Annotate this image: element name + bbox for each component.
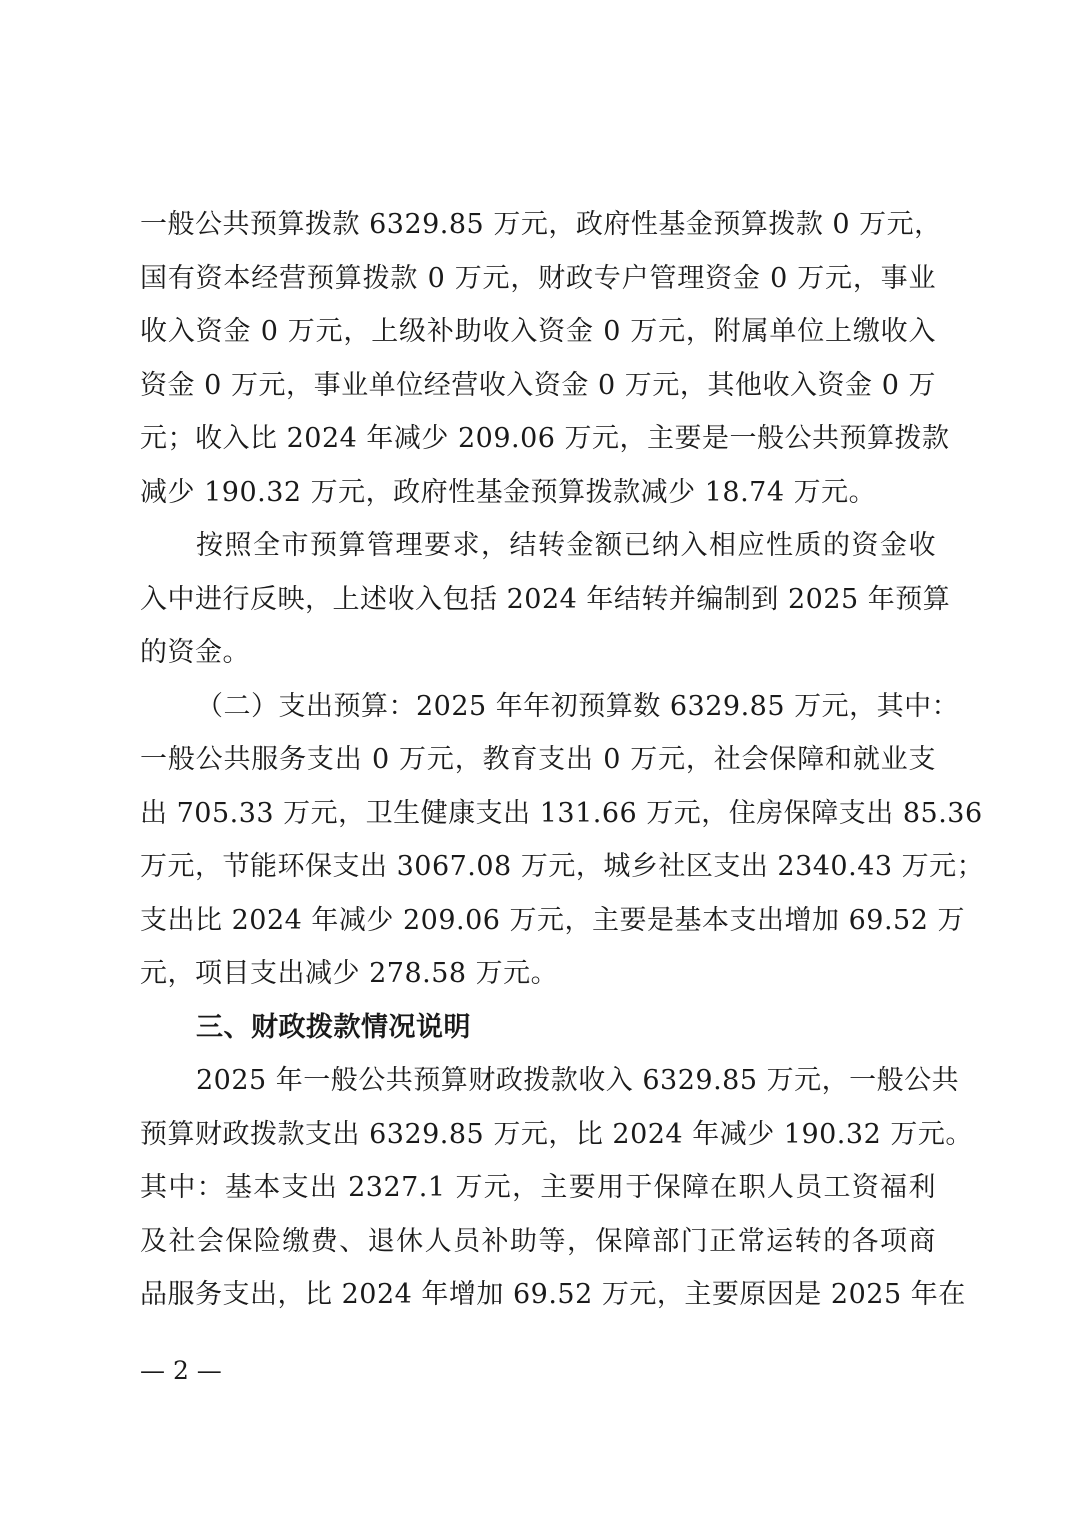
text-line: 减少 190.32 万元，政府性基金预算拨款减少 18.74 万元。	[140, 476, 877, 508]
section-heading: 三、财政拨款情况说明	[196, 1011, 471, 1043]
text-line: 其中：基本支出 2327.1 万元，主要用于保障在职人员工资福利	[140, 1172, 936, 1203]
text-line: 收入资金 0 万元，上级补助收入资金 0 万元，附属单位上缴收入	[140, 316, 936, 347]
text-line: 预算财政拨款支出 6329.85 万元，比 2024 年减少 190.32 万元。	[140, 1118, 973, 1150]
text-line: 品服务支出，比 2024 年增加 69.52 万元，主要原因是 2025 年在	[140, 1279, 966, 1310]
text-line: 国有资本经营预算拨款 0 万元，财政专户管理资金 0 万元，事业	[140, 262, 936, 294]
text-line: 一般公共服务支出 0 万元，教育支出 0 万元，社会保障和就业支	[140, 744, 936, 775]
paragraph-income-sources	[140, 198, 950, 519]
text-line: 元，项目支出减少 278.58 万元。	[140, 958, 559, 989]
paragraph-carryover-note	[140, 519, 951, 680]
text-line: 元；收入比 2024 年减少 209.06 万元，主要是一般公共预算拨款	[140, 423, 950, 454]
document-body	[140, 198, 985, 1322]
text-line: 一般公共预算拨款 6329.85 万元，政府性基金预算拨款 0 万元，	[140, 209, 942, 240]
text-line: 资金 0 万元，事业单位经营收入资金 0 万元，其他收入资金 0 万	[140, 369, 936, 401]
paragraph-expenditure-budget	[140, 680, 985, 1001]
text-line: 的资金。	[140, 637, 250, 668]
page-number: — 2 —	[140, 1356, 222, 1385]
paragraph-fiscal-appropriation	[140, 1054, 973, 1322]
text-line: 入中进行反映，上述收入包括 2024 年结转并编制到 2025 年预算	[140, 583, 951, 615]
text-line: 支出比 2024 年减少 209.06 万元，主要是基本支出增加 69.52 万	[140, 904, 965, 936]
text-line: 万元，节能环保支出 3067.08 万元，城乡社区支出 2340.43 万元；	[140, 851, 985, 882]
text-line: （二）支出预算：2025 年年初预算数 6329.85 万元，其中：	[196, 690, 960, 722]
text-line: 出 705.33 万元，卫生健康支出 131.66 万元，住房保障支出 85.36	[140, 797, 983, 829]
text-line: 2025 年一般公共预算财政拨款收入 6329.85 万元，一般公共	[196, 1065, 960, 1096]
text-line: 按照全市预算管理要求，结转金额已纳入相应性质的资金收	[196, 530, 936, 561]
text-line: 及社会保险缴费、退休人员补助等，保障部门正常运转的各项商	[140, 1225, 936, 1257]
